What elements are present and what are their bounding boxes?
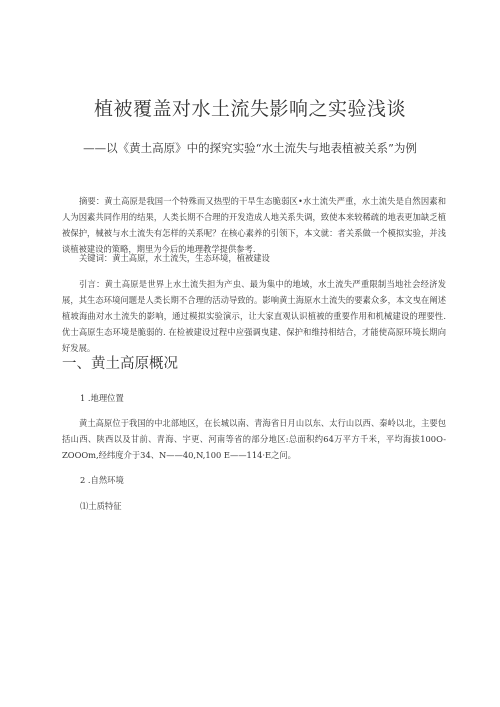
subsection-label: 2 .自然环境 xyxy=(80,475,124,485)
subsubsection-label: ⑴土质特征 xyxy=(80,501,122,511)
document-title: 植被覆盖对水土流失影响之实验浅谈 xyxy=(93,98,406,120)
keywords-line: 关键词：黄土高原，水土流失，生态环境，植被建设 xyxy=(79,253,270,263)
document-subtitle: ——以《黄土高原》中的探究实验“水土流失与地表植被关系”为例 xyxy=(83,141,417,155)
subsection-label: 1 .地理位置 xyxy=(80,393,124,403)
section-heading: 一、黄土高原概况 xyxy=(62,356,178,372)
abstract-paragraph: 摘要：黄土高原是我国一个特殊而又热型的干旱生态脆弱区•水土流失严重，水土流失是自然因素和人为因素共同作用的结果，人类长期不合理的开发造成人地关系失调，致使本来较稀疏的地表更加缺乏植被保护，械被与水土流失有怎样的关系呢？在核心素养的引领下，本文就：者关系做一个模拟实验，并浅谈植被建设的策略，期里为今后的地理教学提供参考. xyxy=(62,196,446,254)
intro-paragraph: 引言：黄土高原是世界上水土流失担为产虫、最为集中的地域，水土流失严重限制当地社会经济发展，其生态环境问题是人类长期不合理的活动导致的。影响黄土海原水土流失的要素众多，本文曳在阐述植坡海曲对水土流失的影响，通过模拟实验演示，让大家直观认识植被的重要作用和机械建设的理要性.优士高原生态环境是脆弱的. 在检被建设过程中应强调曳建、保护和维持相结合，才能使高原环境长期向好发展。 xyxy=(62,279,446,353)
location-paragraph: 黄土高原位于我国的中北部地区，在长城以南、青海省日月山以东、太行山以西、秦岭以北，主要包括山西、陕西以及甘前、青海、宇更、河南等省的部分地区:总面积约64万平方千米，平均海拔100O-ZOOOm,经纬度介于34、N——40,N,100 E——114·E之问。 xyxy=(62,418,446,460)
